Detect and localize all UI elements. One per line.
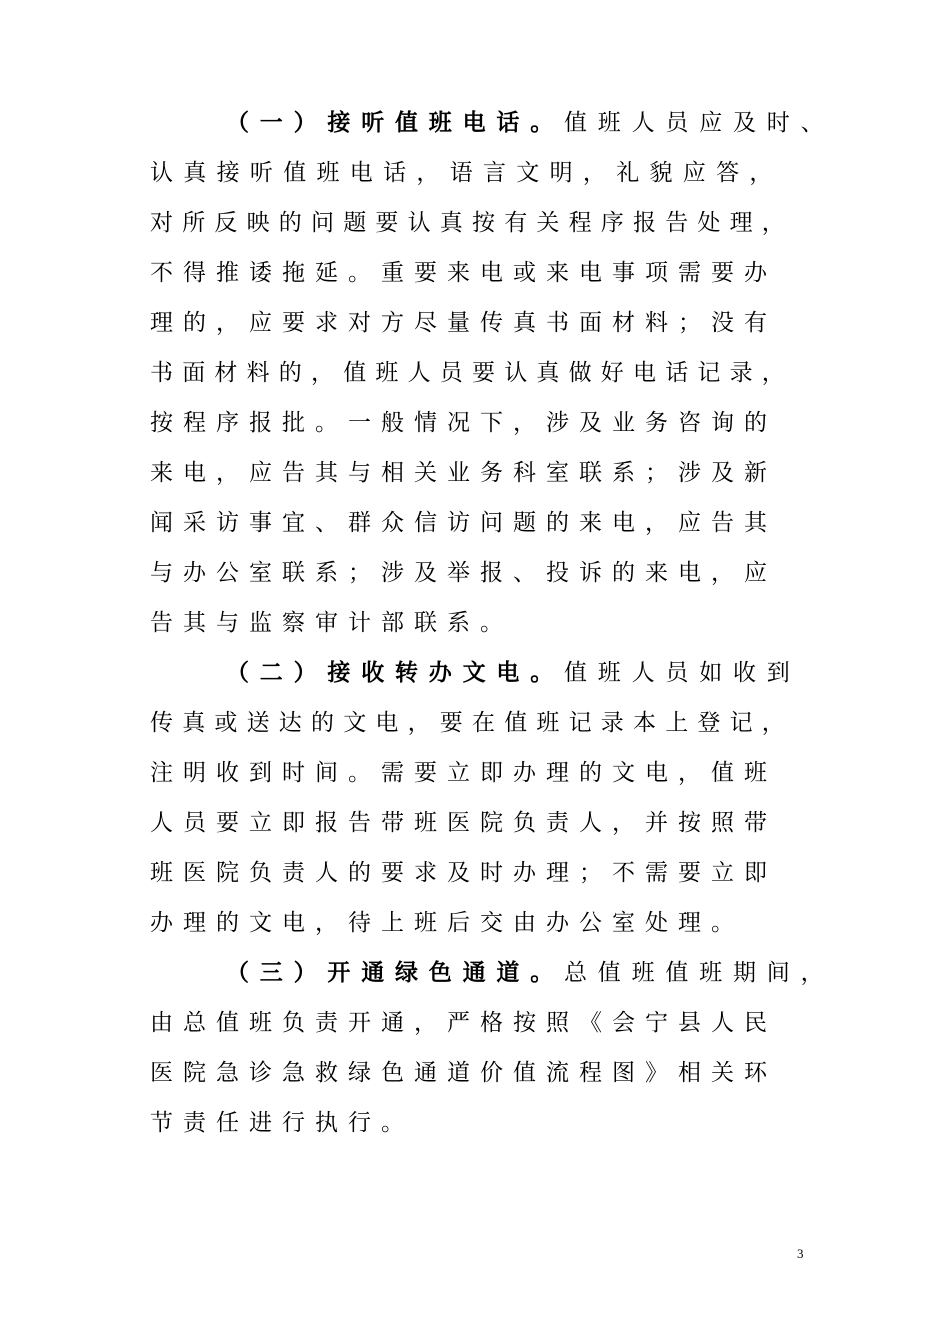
paragraph-text: 总值班值班期间，: [564, 960, 835, 986]
paragraph-line: [226, 658, 801, 688]
paragraph-line: 闻采访事宜、群众信访问题的来电，应告其: [150, 510, 777, 536]
paragraph-line: 按程序报批。一般情况下，涉及业务咨询的: [150, 410, 777, 436]
paragraph-line: 传真或送达的文电，要在值班记录本上登记，: [150, 710, 794, 736]
paragraph-line: 人员要立即报告带班医院负责人，并按照带: [150, 810, 777, 836]
paragraph-line: [226, 108, 834, 138]
paragraph-line: 不得推诿拖延。重要来电或来电事项需要办: [150, 260, 777, 286]
paragraph-line: 书面材料的，值班人员要认真做好电话记录，: [150, 360, 794, 386]
paragraph-text: 值班人员如收到: [564, 660, 801, 686]
paragraph-line: 注明收到时间。需要立即办理的文电，值班: [150, 760, 777, 786]
paragraph-line: 节责任进行执行。: [150, 1110, 414, 1136]
paragraph-line: 由总值班负责开通，严格按照《会宁县人民: [150, 1010, 777, 1036]
paragraph-line: 来电，应告其与相关业务科室联系；涉及新: [150, 460, 777, 486]
paragraph-line: 理的，应要求对方尽量传真书面材料；没有: [150, 310, 777, 336]
paragraph-line: 办理的文电，待上班后交由办公室处理。: [150, 910, 744, 936]
page-number: 3: [797, 1246, 804, 1261]
paragraph-line: 认真接听值班电话，语言文明，礼貌应答，: [150, 160, 783, 186]
paragraph-line: 班医院负责人的要求及时办理；不需要立即: [150, 860, 777, 886]
section-heading: （二）接收转办文电。: [226, 659, 564, 686]
paragraph-line: 告其与监察审计部联系。: [150, 610, 513, 636]
section-heading: （一）接听值班电话。: [226, 109, 564, 136]
paragraph-line: 与办公室联系；涉及举报、投诉的来电，应: [150, 560, 777, 586]
section-heading: （三）开通绿色通道。: [226, 959, 564, 986]
paragraph-line: [226, 958, 834, 988]
paragraph-line: 对所反映的问题要认真按有关程序报告处理，: [150, 210, 794, 236]
paragraph-line: 医院急诊急救绿色通道价值流程图》相关环: [150, 1060, 777, 1086]
paragraph-text: 值班人员应及时、: [564, 110, 835, 136]
